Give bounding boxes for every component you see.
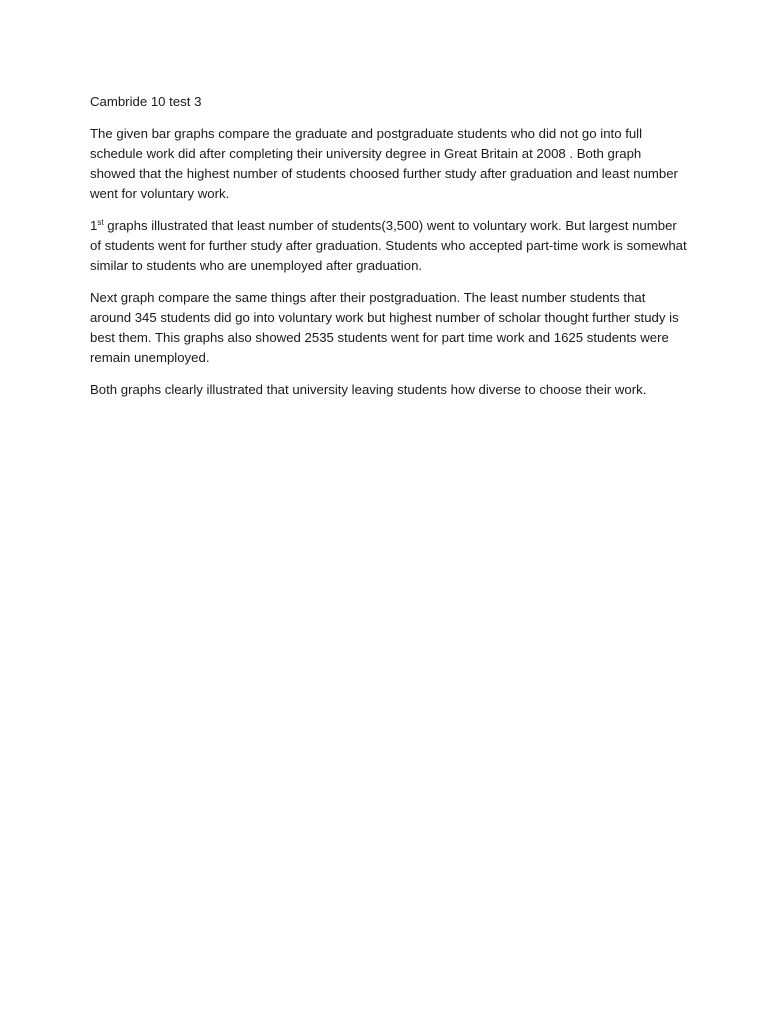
document-title: Cambride 10 test 3	[90, 94, 202, 109]
paragraph-2-number: 1	[90, 218, 98, 233]
paragraph-2-text: graphs illustrated that least number of students(3,500) went to voluntary work. But largest number of students went for further study after graduation. Students who accepted part-time work is somewhat similar to students who are unemployed after graduation.	[90, 218, 687, 273]
document-page	[90, 92, 690, 412]
paragraph-2	[90, 216, 690, 276]
paragraph-3: Next graph compare the same things after their postgraduation. The least number students that around 345 students did go into voluntary work but highest number of scholar thought further study is best them. This graphs also showed 2535 students went for part time work and 1625 students were remain unemployed.	[90, 290, 679, 365]
paragraph-2-superscript: st	[97, 218, 104, 227]
paragraph-1: The given bar graphs compare the graduate and postgraduate students who did not go into full schedule work did after completing their university degree in Great Britain at 2008 . Both graph showed that the highest number of students choosed further study after graduation and least number went for voluntary work.	[90, 126, 678, 201]
paragraph-4: Both graphs clearly illustrated that university leaving students how diverse to choose their work.	[90, 382, 647, 397]
